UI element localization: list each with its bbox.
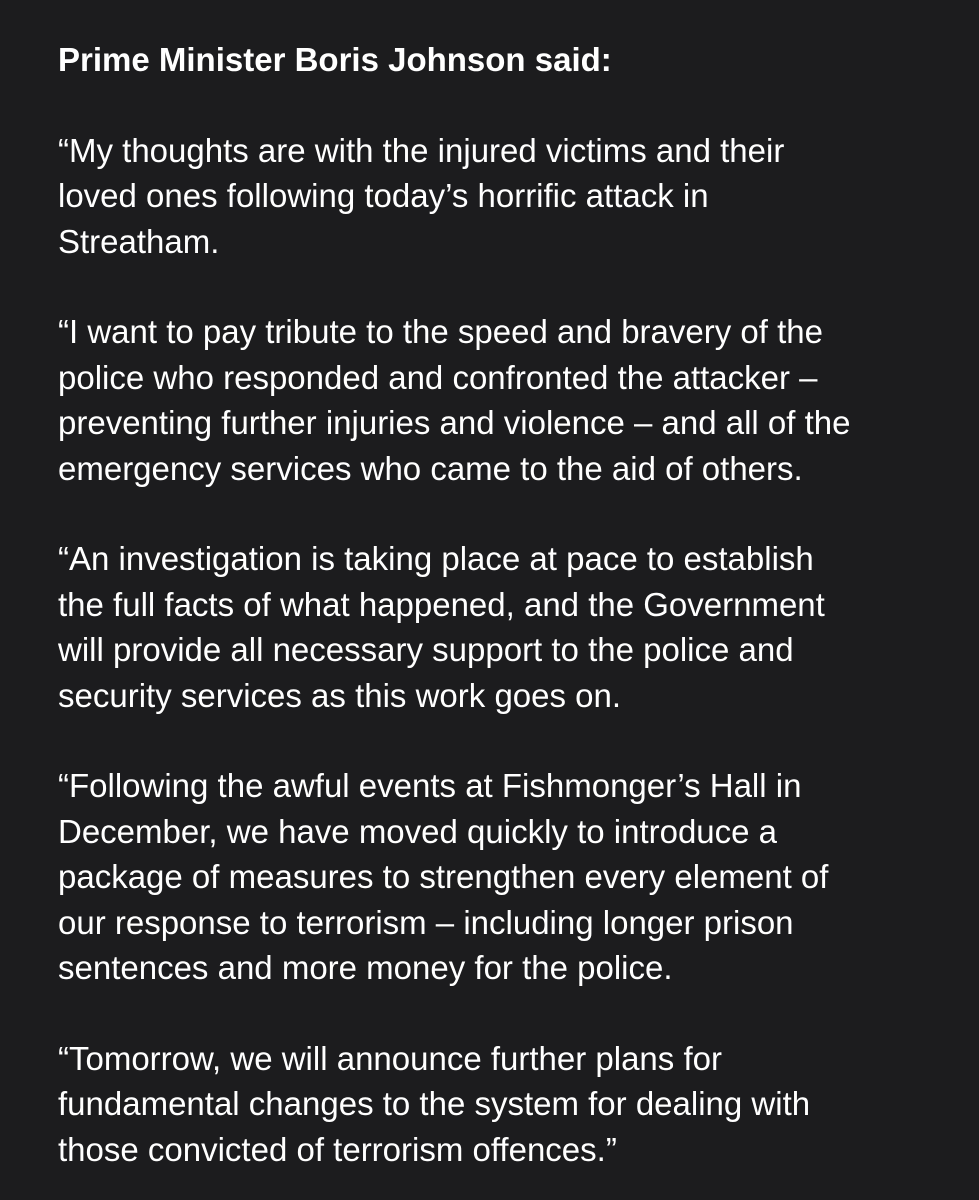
paragraph-measures — [58, 763, 948, 991]
text-line: security services as this work goes on. — [58, 676, 622, 714]
text-line: Streatham. — [58, 222, 220, 260]
statement-heading: Prime Minister Boris Johnson said: — [58, 41, 612, 78]
text-line: will provide all necessary support to the police and — [58, 631, 794, 668]
paragraph-tomorrow — [58, 1036, 948, 1173]
text-line: “Following the awful events at Fishmonger’s Hall in — [58, 767, 802, 804]
text-line: package of measures to strengthen every element of — [58, 858, 829, 895]
text-line: December, we have moved quickly to introduce a — [58, 812, 778, 850]
paragraph-tribute — [58, 309, 948, 491]
paragraph-investigation — [58, 536, 948, 718]
text-line: police who responded and confronted the attacker – — [58, 358, 818, 396]
paragraph-thoughts — [58, 128, 948, 265]
text-line: those convicted of terrorism offences.” — [58, 1130, 617, 1168]
text-line: emergency services who came to the aid of others. — [58, 449, 803, 487]
text-line: loved ones following today’s horrific attack in — [58, 177, 709, 214]
statement-text — [58, 37, 948, 1172]
text-line: “My thoughts are with the injured victims and their — [58, 131, 785, 169]
text-line: sentences and more money for the police. — [58, 949, 673, 986]
text-line: “I want to pay tribute to the speed and bravery of the — [58, 313, 823, 350]
text-line: “Tomorrow, we will announce further plans for — [58, 1039, 722, 1077]
text-line: “An investigation is taking place at pace to establish — [58, 540, 814, 577]
text-line: our response to terrorism – including longer prison — [58, 903, 794, 941]
text-line: preventing further injuries and violence – and all of the — [58, 404, 851, 441]
text-line: the full facts of what happened, and the Government — [58, 585, 825, 623]
text-line: fundamental changes to the system for dealing with — [58, 1085, 811, 1122]
